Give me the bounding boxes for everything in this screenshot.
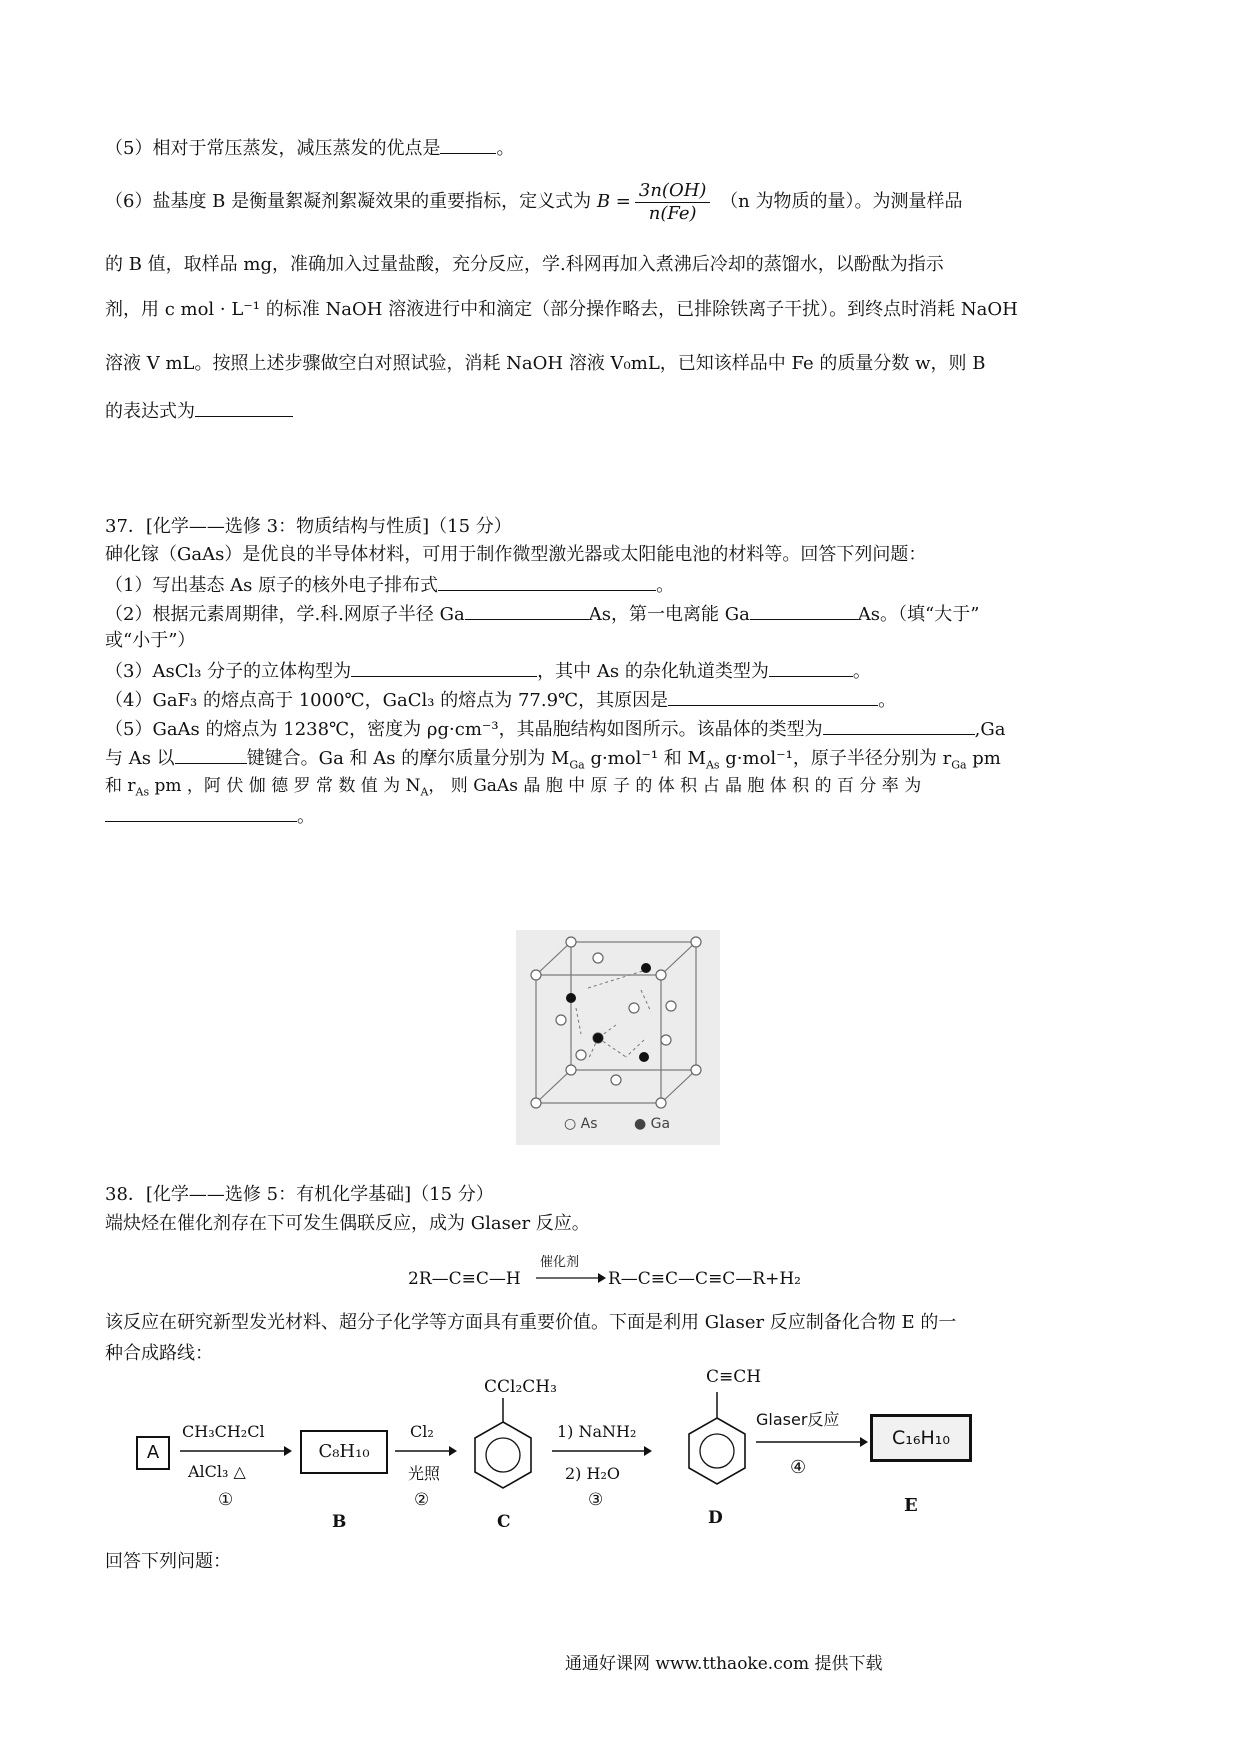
basicity-formula [635,180,711,225]
q36-part6-text: （6）盐基度 B 是衡量絮凝剂絮凝效果的重要指标，定义式为 [105,191,592,212]
q36-part5 [105,135,514,161]
equation-catalyst: 催化剂 [540,1255,580,1270]
q38-title: 38．[化学——选修 5：有机化学基础]（15 分） [105,1184,494,1205]
punct: 。 [878,690,897,711]
q37-part1-text: （1）写出基态 As 原子的核外电子排布式 [105,575,439,596]
q36-part6-text-b: （n 为物质的量）。为测量样品 [720,191,963,212]
formula-denominator: n(Fe) [648,202,697,224]
q38-desc-line2: 种合成路线： [105,1343,213,1364]
reagent-3-top: 1) NaNH₂ [557,1422,637,1441]
q37-part5-line3 [105,774,921,804]
q36-line4: 溶液 V mL。按照上述步骤做空白对照试验，消耗 NaOH 溶液 V₀mL，已知该样品中 Fe 的质量分数 w，则 B [105,353,986,374]
punct: ,Ga [974,719,1006,740]
punct: 。 [496,138,515,159]
step-3-number: ③ [588,1490,604,1510]
reaction-arrow-icon [536,1271,606,1285]
q37-part5-text-b3: g·mol⁻¹ 和 M [584,748,706,769]
unit-cell-diagram [516,930,720,1145]
reagent-4-top: Glaser反应 [756,1410,840,1429]
arrow-3-icon [552,1445,652,1457]
glaser-equation [408,1255,838,1295]
q37-part5-line2 [105,745,1001,778]
equation-product: R—C≡C—C≡C—R+H₂ [608,1269,802,1289]
legend-ga: ● Ga [634,1116,671,1132]
formula-numerator: 3n(OH) [635,180,711,203]
compound-d-substituent: C≡CH [706,1367,762,1387]
subscript: As [705,758,720,772]
q36-line2: 的 B 值，取样品 mg，准确加入过量盐酸，充分反应，学.科网再加入煮沸后冷却的蒸馏水，以酚酞为指示 [105,254,944,275]
compound-e-box: C₁₆H₁₀ [870,1414,972,1462]
answer-blank[interactable] [351,658,537,677]
q37-part4-text: （4）GaF₃ 的熔点高于 1000℃，GaCl₃ 的熔点为 77.9℃，其原因是 [105,690,669,711]
q37-part3-text-a: （3）AsCl₃ 分子的立体构型为 [105,661,352,682]
q37-part2-text-b: As，第一电离能 Ga [588,604,750,625]
equation-reactant: 2R—C≡C—H [408,1269,521,1289]
q37-part2-text-d: 或“小于”） [105,630,196,651]
answer-blank[interactable] [465,601,589,620]
q37-part5-text-b1: 与 As 以 [105,748,175,769]
subscript: A [420,785,429,799]
reagent-1-top: CH₃CH₂Cl [182,1422,265,1441]
answer-blank[interactable] [175,745,247,764]
q37-part2 [105,601,979,627]
reagent-2-top: Cl₂ [410,1422,434,1441]
step-2-number: ② [414,1490,430,1510]
benzene-ring-d-icon [682,1392,752,1502]
q38-intro: 端炔烃在催化剂存在下可发生偶联反应，成为 Glaser 反应。 [105,1213,590,1234]
subscript: Ga [569,758,585,772]
benzene-ring-c-icon [468,1398,538,1504]
arrow-2-icon [395,1445,457,1457]
reagent-2-bottom: 光照 [408,1464,441,1483]
q37-part5-line1 [105,716,1005,742]
arrow-1-icon [180,1445,292,1457]
q37-part3 [105,658,871,684]
answer-blank[interactable] [440,135,496,154]
q37-part5-text-c2: pm ，阿 伏 伽 德 罗 常 数 值 为 N [149,776,421,796]
q36-line3: 剂，用 c mol · L⁻¹ 的标准 NaOH 溶液进行中和滴定（部分操作略去，已排除铁离子干扰）。到终点时消耗 NaOH [105,299,1018,320]
q37-part5-text-b5: pm [966,748,1001,769]
q37-intro: 砷化镓（GaAs）是优良的半导体材料，可用于制作微型激光器或太阳能电池的材料等。回答下列问题： [105,544,927,565]
q38-ask: 回答下列问题： [105,1551,231,1572]
punct: 。 [297,806,315,827]
q37-part5-line4 [105,803,315,829]
arrow-4-icon [756,1436,868,1448]
answer-blank[interactable] [769,658,853,677]
punct: 。 [656,575,675,596]
q38-desc-line1: 该反应在研究新型发光材料、超分子化学等方面具有重要价值。下面是利用 Glaser 反应制备化合物 E 的一 [105,1312,957,1333]
compound-a-box: A [136,1436,170,1470]
step-1-number: ① [218,1490,234,1510]
q37-part2-text-c: As。（填“大于” [857,604,980,625]
q37-part4 [105,687,896,713]
punct: 。 [852,661,871,682]
q37-part5-text-c: 和 r [105,776,136,796]
synthesis-route [120,1367,980,1550]
q37-part5-text-c3: ， 则 GaAs 晶 胞 中 原 子 的 体 积 占 晶 胞 体 积 的 百 分 率 为 [428,776,922,796]
q36-part5-text: （5）相对于常压蒸发，减压蒸发的优点是 [105,138,441,159]
label-b: B [332,1512,347,1532]
compound-c-substituent: CCl₂CH₃ [484,1377,557,1397]
answer-blank[interactable] [823,716,975,735]
q37-part5-text-b4: g·mol⁻¹，原子半径分别为 r [719,748,952,769]
label-d: D [708,1508,723,1528]
subscript: As [135,785,150,799]
formula-lhs: B = [596,191,631,212]
answer-blank[interactable] [668,687,878,706]
q37-part3-text-b: ，其中 As 的杂化轨道类型为 [537,661,769,682]
answer-blank[interactable] [195,398,293,417]
q37-part5-text-a: （5）GaAs 的熔点为 1238℃，密度为 ρg·cm⁻³，其晶胞结构如图所示。该晶体的类型为 [105,719,823,740]
q37-title: 37．[化学——选修 3：物质结构与性质]（15 分） [105,516,512,537]
q36-line5 [105,398,293,424]
gaas-unit-cell-figure [516,930,720,1145]
q37-part2-text-a: （2）根据元素周期律，学.科.网原子半径 Ga [105,604,465,625]
legend-as: ○ As [564,1116,598,1132]
reagent-1-bottom: AlCl₃ △ [188,1462,246,1481]
step-4-number: ④ [790,1457,807,1478]
reagent-3-bottom: 2) H₂O [565,1464,620,1483]
page-footer: 通通好课网 www.tthaoke.com 提供下载 [565,1654,883,1674]
q37-part1 [105,572,674,598]
label-c: C [497,1512,511,1532]
subscript: Ga [951,758,967,772]
q36-part6 [105,178,963,226]
q37-part5-text-b2: 键键合。Ga 和 As 的摩尔质量分别为 M [246,748,570,769]
compound-b-box: C₈H₁₀ [300,1430,388,1474]
answer-blank[interactable] [105,803,297,822]
answer-blank[interactable] [750,601,858,620]
q36-line5-text: 的表达式为 [105,401,195,422]
label-e: E [904,1495,918,1516]
answer-blank[interactable] [438,572,656,591]
